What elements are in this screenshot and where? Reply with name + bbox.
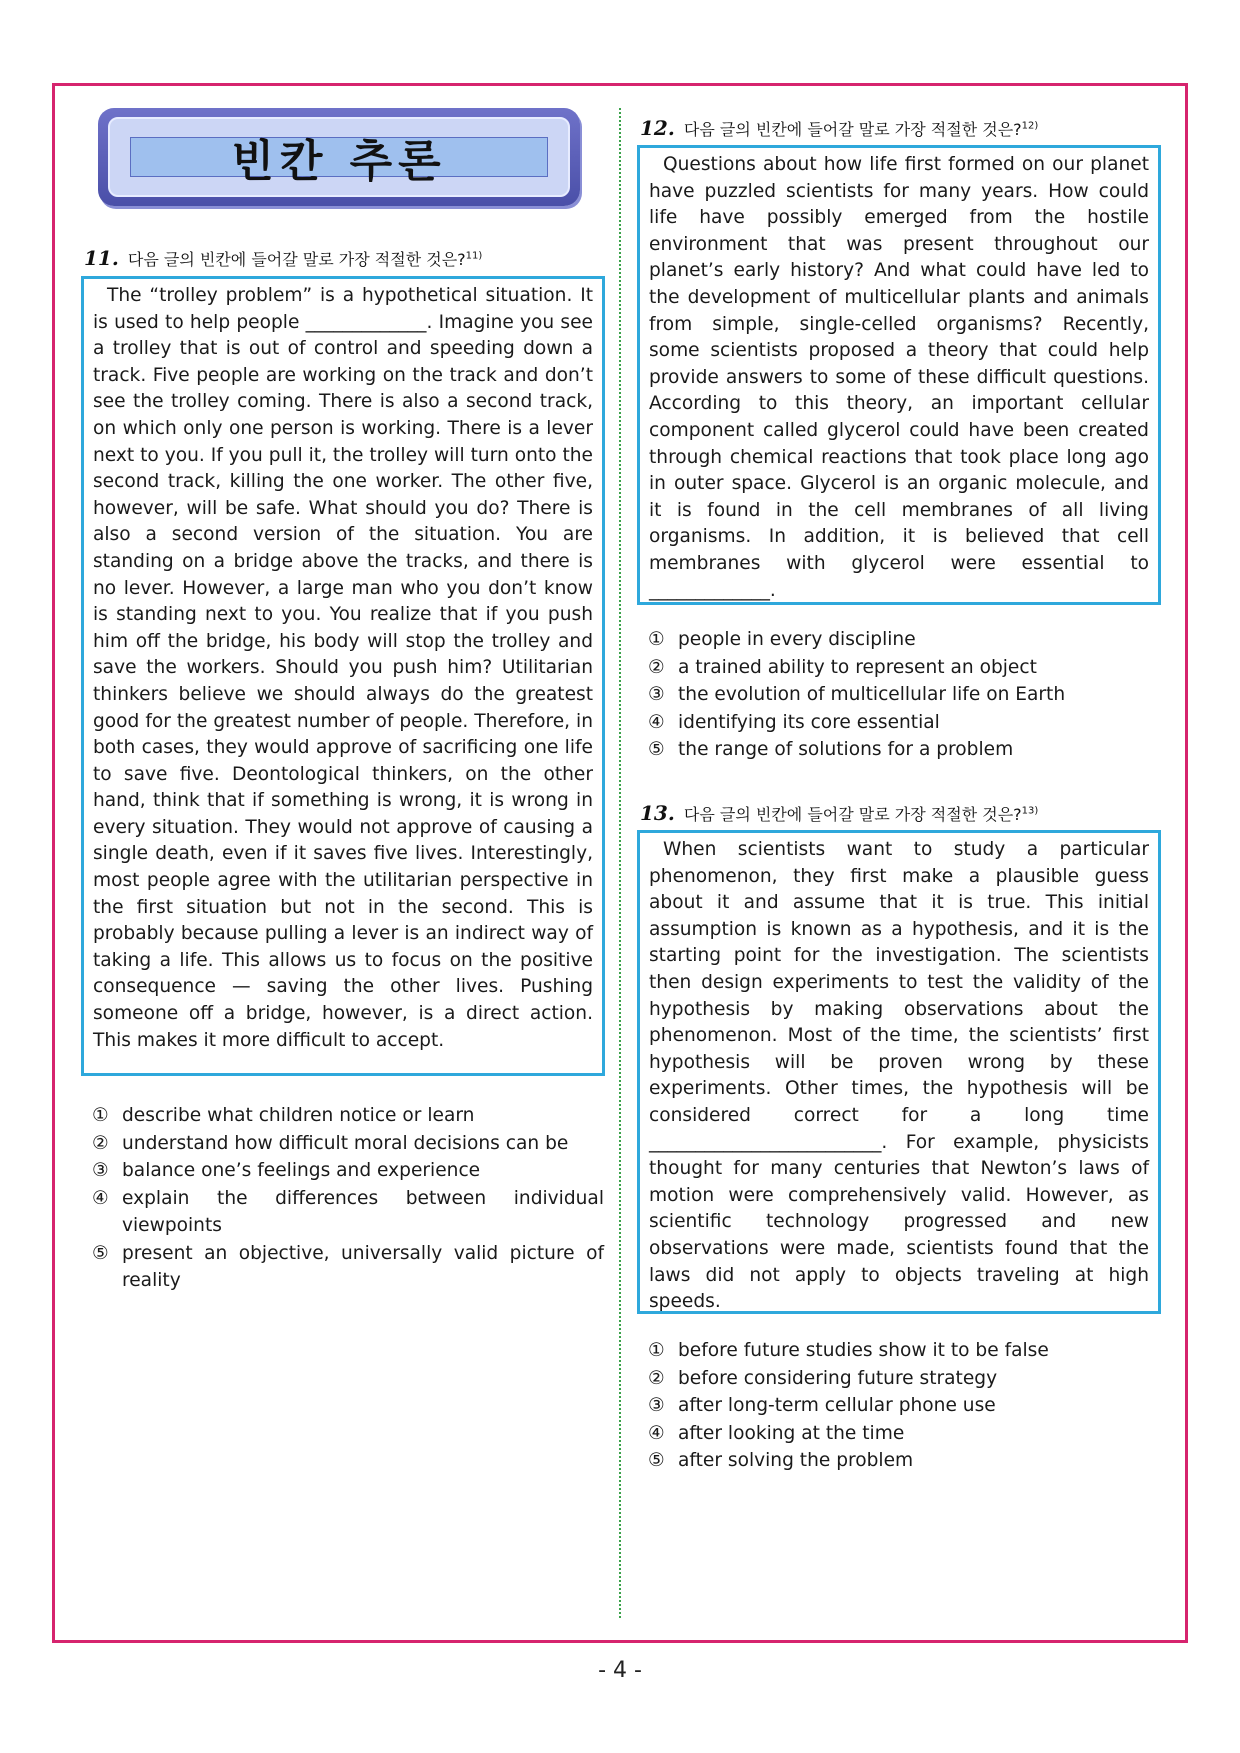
option-2[interactable]: ② understand how difficult moral decisions can be xyxy=(92,1132,569,1154)
option-1[interactable]: ① describe what children notice or learn xyxy=(92,1105,475,1126)
option-4[interactable]: ④ explain the differences between individual viewpoints xyxy=(92,1187,604,1236)
question-prompt: 다음 글의 빈칸에 들어갈 말로 가장 적절한 것은? xyxy=(127,250,466,269)
question-13-passage: When scientists want to study a particular phenomenon, they first make a plausible guess about it and assume that it is true. This initial assumption is known as a hypothesis, and it is the starting point for the investigation. The scientists then design experiments to test the validity of the hypothesis by making observations about the phenomenon. Most of the time, the scientists’ first hypothesis will be proven wrong by these experiments. Other times, the hypothesis will be considered correct for a long time _________________________. For example, physicists thought for many centuries that Newton’s laws of motion were comprehensively valid. However, as scientific technology progressed and new observations were made, scientists found that the laws did not apply to objects traveling at high speeds. xyxy=(637,830,1161,1314)
question-11-options xyxy=(92,1102,604,1295)
question-11-header xyxy=(84,246,482,270)
option-5[interactable]: ⑤ present an objective, universally valid picture of reality xyxy=(92,1242,604,1291)
option-5[interactable]: ⑤ after solving the problem xyxy=(648,1450,914,1471)
footnote-ref: 11) xyxy=(465,250,483,262)
option-1[interactable]: ① people in every discipline xyxy=(648,629,916,650)
option-2[interactable]: ② before considering future strategy xyxy=(648,1367,998,1389)
option-1[interactable]: ① before future studies show it to be false xyxy=(648,1340,1049,1361)
footnote-ref: 12) xyxy=(1021,120,1039,132)
question-12-passage: Questions about how life first formed on our planet have puzzled scientists for many years. How could life have possibly emerged from the hostile environment that was present throughout our planet’s early history? And what could have led to the development of multicellular plants and animals from simple, single-celled organisms? Recently, some scientists proposed a theory that could help provide answers to some of these difficult questions. According to this theory, an important cellular component called glycerol could have been created through chemical reactions that took place long ago in outer space. Glycerol is an organic molecule, and it is found in the cell membranes of all living organisms. In addition, it is believed that cell membranes with glycerol were essential to _____________. xyxy=(637,145,1161,605)
question-12-options xyxy=(648,626,1160,764)
option-3[interactable]: ③ after long-term cellular phone use xyxy=(648,1395,996,1416)
option-3[interactable]: ③ the evolution of multicellular life on Earth xyxy=(648,684,1066,705)
section-title-banner xyxy=(98,108,580,206)
footnote-ref: 13) xyxy=(1021,805,1039,817)
question-11-passage: The “trolley problem” is a hypothetical situation. It is used to help people _____________. Imagine you see a trolley that is out of control and speeding down a track. Five people are working on the track and don’t see the trolley coming. There is also a second track, on which only one person is working. There is a lever next to you. If you pull it, the trolley will turn onto the second track, killing the one worker. The other five, however, will be safe. What should you do? There is also a second version of the situation. You are standing on a bridge above the tracks, and there is no lever. However, a large man who you don’t know is standing next to you. You realize that if you push him off the bridge, his body will stop the trolley and save the workers. Should you push him? Utilitarian thinkers believe we should always do the greatest good for the greatest number of people. Therefore, in both cases, they would approve of sacrificing one life to save five. Deontological thinkers, on the other hand, think that if something is wrong, it is wrong in every situation. They would not approve of causing a single death, even if it saves five lives. Interestingly, most people agree with the utilitarian perspective in the first situation but not in the second. This is probably because pulling a lever is an indirect way of taking a life. This allows us to focus on the positive consequence — saving the other lives. Pushing someone off a bridge, however, is a direct action. This makes it more difficult to accept. xyxy=(81,276,605,1076)
column-divider xyxy=(619,108,621,1618)
section-title: 빈칸 추론 xyxy=(231,136,447,187)
option-3[interactable]: ③ balance one’s feelings and experience xyxy=(92,1160,481,1181)
question-number: 13. xyxy=(640,801,675,825)
option-4[interactable]: ④ identifying its core essential xyxy=(648,711,940,733)
question-12-header xyxy=(640,116,1038,140)
question-13-header xyxy=(640,801,1038,825)
page-number: - 4 - xyxy=(598,1658,642,1683)
question-13-options xyxy=(648,1337,1160,1475)
option-4[interactable]: ④ after looking at the time xyxy=(648,1422,905,1444)
question-prompt: 다음 글의 빈칸에 들어갈 말로 가장 적절한 것은? xyxy=(683,120,1022,139)
option-5[interactable]: ⑤ the range of solutions for a problem xyxy=(648,739,1014,760)
question-prompt: 다음 글의 빈칸에 들어갈 말로 가장 적절한 것은? xyxy=(683,805,1022,824)
question-number: 12. xyxy=(640,116,675,140)
question-number: 11. xyxy=(84,246,119,270)
option-2[interactable]: ② a trained ability to represent an object xyxy=(648,656,1037,678)
